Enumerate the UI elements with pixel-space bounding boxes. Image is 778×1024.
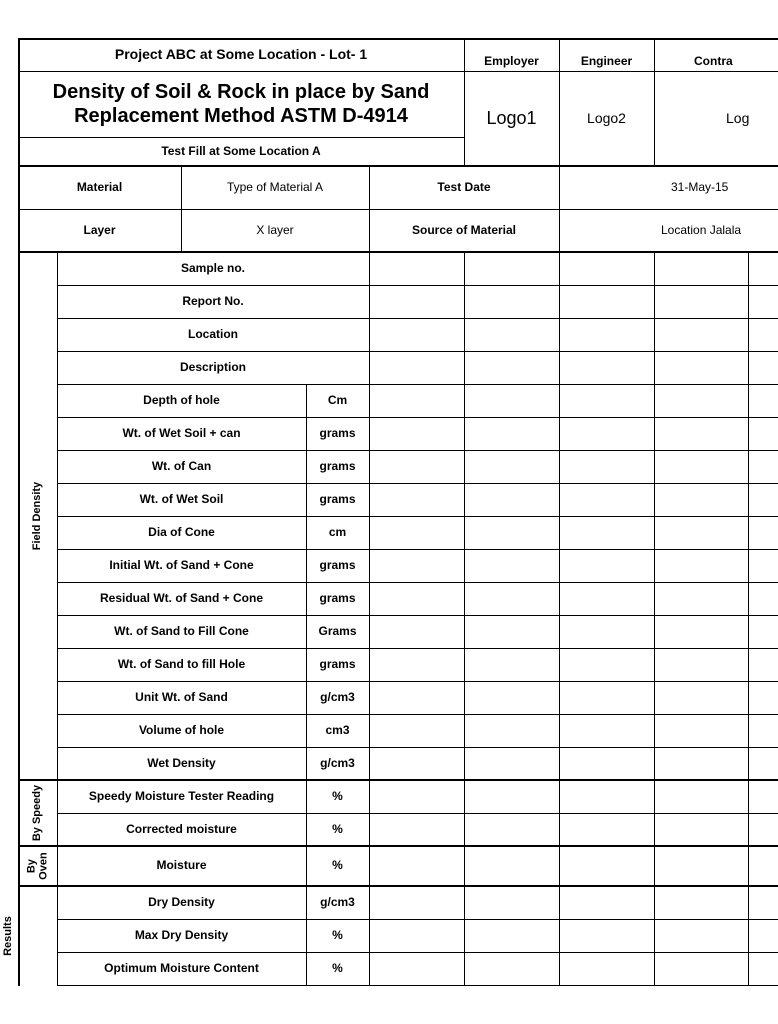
row-unit: % bbox=[332, 858, 343, 873]
value-cell[interactable] bbox=[369, 252, 464, 285]
grid-hline bbox=[57, 813, 778, 814]
section-by-oven-line1: By bbox=[25, 858, 38, 874]
grid-vline bbox=[559, 252, 560, 985]
value-cell[interactable] bbox=[369, 952, 464, 985]
value-cell[interactable] bbox=[464, 417, 559, 450]
value-cell[interactable] bbox=[369, 714, 464, 747]
value-cell[interactable] bbox=[559, 886, 654, 919]
row-label: Moisture bbox=[156, 858, 207, 873]
row-label: Volume of hole bbox=[138, 722, 225, 737]
grid-vline bbox=[18, 38, 20, 986]
row-label: Dry Density bbox=[148, 894, 215, 909]
row-unit: Cm bbox=[327, 392, 348, 407]
value-cell[interactable] bbox=[654, 813, 778, 846]
section-by-oven-line2: Oven bbox=[37, 852, 50, 880]
value-cell[interactable] bbox=[369, 318, 464, 351]
grid-hline bbox=[57, 714, 778, 715]
value-cell[interactable] bbox=[559, 846, 654, 886]
row-label: Wt. of Sand to Fill Cone bbox=[114, 623, 249, 638]
value-cell[interactable] bbox=[369, 417, 464, 450]
grid-hline bbox=[18, 38, 778, 40]
value-cell[interactable] bbox=[464, 582, 559, 615]
grid-hline bbox=[57, 417, 778, 418]
test-date-label: Test Date bbox=[437, 179, 491, 194]
section-by-speedy bbox=[18, 780, 57, 846]
value-cell[interactable] bbox=[369, 549, 464, 582]
value-cell[interactable] bbox=[559, 747, 654, 780]
grid-hline bbox=[57, 318, 778, 319]
grid-vline bbox=[464, 38, 465, 166]
grid-hline bbox=[57, 952, 778, 953]
value-cell[interactable] bbox=[559, 681, 654, 714]
row-unit: Grams bbox=[318, 623, 357, 638]
value-cell[interactable] bbox=[559, 615, 654, 648]
row-unit: cm bbox=[328, 524, 347, 539]
grid-hline bbox=[57, 681, 778, 682]
value-cell[interactable] bbox=[369, 681, 464, 714]
value-cell[interactable] bbox=[559, 516, 654, 549]
value-cell[interactable] bbox=[559, 648, 654, 681]
row-label: Corrected moisture bbox=[126, 821, 237, 836]
grid-vline bbox=[181, 166, 182, 252]
layer-label: Layer bbox=[83, 222, 116, 237]
row-label: Optimum Moisture Content bbox=[104, 960, 259, 975]
row-label: Report No. bbox=[182, 293, 244, 308]
section-results-label: Results bbox=[1, 916, 14, 956]
value-cell[interactable] bbox=[559, 252, 654, 285]
row-unit: % bbox=[332, 927, 343, 942]
row-label: Wt. of Can bbox=[151, 458, 212, 473]
row-unit: g/cm3 bbox=[320, 894, 355, 909]
value-cell[interactable] bbox=[654, 648, 778, 681]
value-cell[interactable] bbox=[654, 252, 778, 285]
value-cell[interactable] bbox=[369, 516, 464, 549]
document-subtitle: Test Fill at Some Location A bbox=[161, 143, 321, 158]
value-cell[interactable] bbox=[559, 417, 654, 450]
value-cell[interactable] bbox=[559, 483, 654, 516]
row-label: Max Dry Density bbox=[134, 927, 229, 942]
value-cell[interactable] bbox=[654, 714, 778, 747]
row-label: Unit Wt. of Sand bbox=[135, 689, 228, 704]
value-cell[interactable] bbox=[464, 846, 559, 886]
value-cell[interactable] bbox=[654, 318, 778, 351]
grid-vline bbox=[57, 252, 58, 985]
density-test-sheet bbox=[1, 38, 778, 986]
value-cell[interactable] bbox=[654, 615, 778, 648]
value-cell[interactable] bbox=[559, 714, 654, 747]
value-cell[interactable] bbox=[464, 285, 559, 318]
grid-vline bbox=[369, 252, 370, 985]
value-cell[interactable] bbox=[464, 384, 559, 417]
grid-hline bbox=[18, 209, 778, 210]
engineer-logo: Logo2 bbox=[587, 109, 626, 126]
value-cell[interactable] bbox=[464, 318, 559, 351]
document-title-line1: Density of Soil & Rock in place by Sand bbox=[52, 81, 430, 103]
grid-vline bbox=[464, 252, 465, 985]
value-cell[interactable] bbox=[464, 252, 559, 285]
grid-hline bbox=[18, 885, 778, 887]
contractor-logo: Log bbox=[726, 109, 750, 126]
value-cell[interactable] bbox=[369, 648, 464, 681]
grid-vline bbox=[559, 166, 560, 252]
value-cell[interactable] bbox=[369, 886, 464, 919]
value-cell[interactable] bbox=[369, 813, 464, 846]
grid-hline bbox=[18, 165, 778, 167]
grid-hline bbox=[57, 549, 778, 550]
value-cell[interactable] bbox=[654, 384, 778, 417]
value-cell[interactable] bbox=[654, 351, 778, 384]
row-unit: grams bbox=[319, 425, 356, 440]
grid-vline bbox=[654, 252, 655, 985]
grid-vline bbox=[369, 166, 370, 252]
value-cell[interactable] bbox=[464, 919, 559, 952]
value-cell[interactable] bbox=[464, 351, 559, 384]
value-cell[interactable] bbox=[654, 549, 778, 582]
grid-hline bbox=[18, 251, 778, 253]
material-value: Type of Material A bbox=[226, 179, 324, 194]
row-label: Location bbox=[188, 326, 238, 341]
value-cell[interactable] bbox=[369, 615, 464, 648]
section-field-density-label: Field Density bbox=[31, 481, 44, 551]
row-unit: grams bbox=[319, 590, 356, 605]
value-cell[interactable] bbox=[464, 450, 559, 483]
section-results bbox=[1, 886, 57, 986]
row-unit: grams bbox=[319, 656, 356, 671]
section-by-speedy-label: By Speedy bbox=[31, 784, 44, 842]
value-cell[interactable] bbox=[369, 846, 464, 886]
grid-hline bbox=[18, 71, 778, 72]
document-title bbox=[18, 71, 464, 137]
row-unit: grams bbox=[319, 458, 356, 473]
row-label: Initial Wt. of Sand + Cone bbox=[109, 557, 254, 572]
value-cell[interactable] bbox=[464, 615, 559, 648]
value-cell[interactable] bbox=[654, 747, 778, 780]
employer-logo: Logo1 bbox=[486, 107, 537, 128]
value-cell[interactable] bbox=[464, 516, 559, 549]
value-cell[interactable] bbox=[654, 582, 778, 615]
grid-hline bbox=[57, 450, 778, 451]
grid-hline bbox=[57, 516, 778, 517]
value-cell[interactable] bbox=[559, 952, 654, 985]
grid-hline bbox=[57, 919, 778, 920]
grid-hline bbox=[18, 137, 464, 138]
value-cell[interactable] bbox=[559, 813, 654, 846]
value-cell[interactable] bbox=[654, 681, 778, 714]
row-unit: grams bbox=[319, 491, 356, 506]
row-label: Speedy Moisture Tester Reading bbox=[88, 788, 275, 803]
value-cell[interactable] bbox=[559, 582, 654, 615]
grid-vline bbox=[748, 252, 749, 985]
grid-hline bbox=[57, 285, 778, 286]
document-title-line2: Replacement Method ASTM D-4914 bbox=[74, 105, 408, 127]
layer-value: X layer bbox=[256, 222, 294, 237]
contractor-label: Contra bbox=[694, 53, 733, 68]
row-label: Wt. of Sand to fill Hole bbox=[117, 656, 246, 671]
value-cell[interactable] bbox=[654, 846, 778, 886]
value-cell[interactable] bbox=[559, 318, 654, 351]
row-unit: % bbox=[332, 788, 343, 803]
value-cell[interactable] bbox=[654, 886, 778, 919]
value-cell[interactable] bbox=[369, 582, 464, 615]
grid-hline bbox=[57, 582, 778, 583]
row-unit: g/cm3 bbox=[320, 689, 355, 704]
grid-hline bbox=[57, 747, 778, 748]
value-cell[interactable] bbox=[369, 747, 464, 780]
value-cell[interactable] bbox=[369, 384, 464, 417]
grid-vline bbox=[559, 38, 560, 166]
grid-hline bbox=[18, 779, 778, 781]
value-cell[interactable] bbox=[369, 483, 464, 516]
value-cell[interactable] bbox=[559, 384, 654, 417]
grid-hline bbox=[57, 351, 778, 352]
value-cell[interactable] bbox=[464, 714, 559, 747]
section-by-oven bbox=[18, 846, 57, 886]
value-cell[interactable] bbox=[559, 549, 654, 582]
material-label: Material bbox=[76, 179, 123, 194]
value-cell[interactable] bbox=[464, 886, 559, 919]
row-unit: cm3 bbox=[325, 722, 350, 737]
row-label: Dia of Cone bbox=[148, 524, 215, 539]
row-unit: g/cm3 bbox=[320, 755, 355, 770]
row-unit: % bbox=[332, 821, 343, 836]
grid-vline bbox=[306, 384, 307, 985]
value-cell[interactable] bbox=[559, 285, 654, 318]
grid-hline bbox=[57, 483, 778, 484]
row-unit: % bbox=[332, 960, 343, 975]
source-label: Source of Material bbox=[411, 222, 517, 237]
value-cell[interactable] bbox=[369, 285, 464, 318]
row-label: Depth of hole bbox=[143, 392, 220, 407]
value-cell[interactable] bbox=[464, 813, 559, 846]
row-label: Residual Wt. of Sand + Cone bbox=[99, 590, 263, 605]
value-cell[interactable] bbox=[464, 483, 559, 516]
value-cell[interactable] bbox=[369, 351, 464, 384]
value-cell[interactable] bbox=[464, 648, 559, 681]
grid-vline bbox=[654, 38, 655, 166]
section-field-density bbox=[18, 252, 57, 780]
value-cell[interactable] bbox=[654, 919, 778, 952]
row-label: Wt. of Wet Soil bbox=[139, 491, 224, 506]
row-unit: grams bbox=[319, 557, 356, 572]
value-cell[interactable] bbox=[369, 919, 464, 952]
value-cell[interactable] bbox=[559, 780, 654, 813]
value-cell[interactable] bbox=[369, 780, 464, 813]
value-cell[interactable] bbox=[464, 780, 559, 813]
value-cell[interactable] bbox=[654, 483, 778, 516]
value-cell[interactable] bbox=[559, 919, 654, 952]
row-label: Description bbox=[179, 359, 246, 374]
project-title: Project ABC at Some Location - Lot- 1 bbox=[114, 45, 368, 62]
row-label: Wt. of Wet Soil + can bbox=[122, 425, 241, 440]
value-cell[interactable] bbox=[654, 516, 778, 549]
value-cell[interactable] bbox=[559, 351, 654, 384]
value-cell[interactable] bbox=[464, 747, 559, 780]
value-cell[interactable] bbox=[559, 450, 654, 483]
source-value: Location Jalala bbox=[661, 222, 742, 237]
employer-label: Employer bbox=[484, 53, 539, 68]
value-cell[interactable] bbox=[654, 285, 778, 318]
grid-hline bbox=[18, 845, 778, 847]
value-cell[interactable] bbox=[464, 549, 559, 582]
row-label: Wet Density bbox=[147, 755, 216, 770]
value-cell[interactable] bbox=[654, 780, 778, 813]
engineer-label: Engineer bbox=[580, 53, 633, 68]
test-date-value: 31-May-15 bbox=[671, 179, 729, 194]
grid-hline bbox=[57, 384, 778, 385]
value-cell[interactable] bbox=[654, 417, 778, 450]
value-cell[interactable] bbox=[464, 681, 559, 714]
grid-hline bbox=[57, 985, 778, 986]
grid-hline bbox=[57, 648, 778, 649]
grid-hline bbox=[57, 615, 778, 616]
value-cell[interactable] bbox=[654, 450, 778, 483]
row-label: Sample no. bbox=[180, 260, 245, 275]
value-cell[interactable] bbox=[464, 952, 559, 985]
value-cell[interactable] bbox=[654, 952, 778, 985]
value-cell[interactable] bbox=[369, 450, 464, 483]
